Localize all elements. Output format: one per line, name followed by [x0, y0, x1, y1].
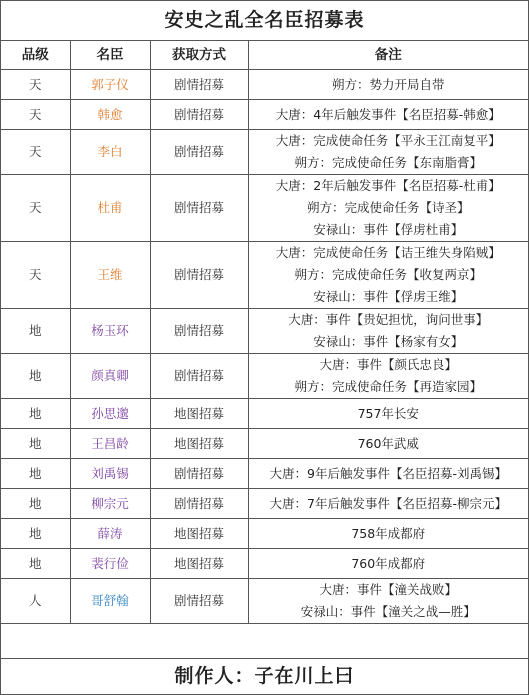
page-title: 安史之乱全名臣招募表: [1, 1, 528, 41]
note-cell: [248, 399, 528, 429]
method-cell: 地图招募: [150, 399, 248, 429]
method-cell: 剧情招募: [150, 354, 248, 399]
grade-cell: 地: [1, 399, 70, 429]
note-line: 大唐：事件【贵妃担忧，询问世事】: [288, 312, 489, 327]
minister-name-cell: 薛涛: [70, 519, 150, 549]
method-cell: 剧情招募: [150, 175, 248, 242]
header-method: 获取方式: [150, 41, 248, 70]
note-line: 大唐：4年后触发事件【名臣招募-韩愈】: [275, 106, 501, 122]
note-line: 朔方：势力开局自带: [331, 76, 445, 92]
table-row: [1, 70, 528, 100]
table-header-row: [1, 41, 528, 70]
note-line: 758年成都府: [351, 525, 426, 541]
grade-cell: 天: [1, 130, 70, 175]
grade-cell: 地: [1, 459, 70, 489]
note-cell: [248, 459, 528, 489]
table-body: [1, 70, 528, 624]
table-row: [1, 130, 528, 175]
note-line: 朔方：完成使命任务【收复两京】: [294, 267, 482, 282]
table-row: [1, 399, 528, 429]
minister-name-cell: 王维: [70, 242, 150, 309]
note-cell: [248, 100, 528, 130]
table-row: [1, 242, 528, 309]
note-line: 朔方：完成使命任务【东南脂膏】: [294, 155, 482, 170]
minister-name-cell: 哥舒翰: [70, 579, 150, 624]
table-row: [1, 354, 528, 399]
grade-cell: 人: [1, 579, 70, 624]
note-line: 大唐：事件【颜氏忠良】: [319, 357, 457, 372]
method-cell: 地图招募: [150, 549, 248, 579]
minister-name-cell: 颜真卿: [70, 354, 150, 399]
note-cell: [248, 242, 528, 309]
minister-name-cell: 裴行俭: [70, 549, 150, 579]
grade-cell: 天: [1, 242, 70, 309]
table-row: [1, 429, 528, 459]
minister-name-cell: 杨玉环: [70, 309, 150, 354]
table-row: [1, 459, 528, 489]
note-cell: [248, 429, 528, 459]
minister-name-cell: 孙思邈: [70, 399, 150, 429]
minister-name-cell: 韩愈: [70, 100, 150, 130]
method-cell: 剧情招募: [150, 100, 248, 130]
note-cell: [248, 175, 528, 242]
note-cell: [248, 70, 528, 100]
note-cell: [248, 309, 528, 354]
author-footer: 制作人：子在川上曰: [1, 658, 528, 694]
note-cell: [248, 579, 528, 624]
method-cell: 剧情招募: [150, 242, 248, 309]
note-line: 大唐：事件【潼关战败】: [319, 582, 457, 597]
grade-cell: 天: [1, 175, 70, 242]
minister-name-cell: 郭子仪: [70, 70, 150, 100]
method-cell: 剧情招募: [150, 489, 248, 519]
method-cell: 剧情招募: [150, 459, 248, 489]
note-line: 大唐：2年后触发事件【名臣招募-杜甫】: [275, 178, 501, 193]
minister-name-cell: 刘禹锡: [70, 459, 150, 489]
note-line: 朔方：完成使命任务【再造家园】: [294, 379, 482, 394]
grade-cell: 地: [1, 354, 70, 399]
table-row: [1, 489, 528, 519]
table-row: [1, 175, 528, 242]
minister-name-cell: 柳宗元: [70, 489, 150, 519]
header-note: 备注: [248, 41, 528, 70]
note-cell: [248, 354, 528, 399]
table-row: [1, 579, 528, 624]
header-name: 名臣: [70, 41, 150, 70]
minister-name-cell: 王昌龄: [70, 429, 150, 459]
grade-cell: 地: [1, 519, 70, 549]
recruit-table: [1, 41, 528, 624]
table-row: [1, 549, 528, 579]
grade-cell: 地: [1, 429, 70, 459]
note-line: 安禄山：事件【俘虏杜甫】: [313, 222, 464, 237]
note-line: 757年长安: [357, 405, 419, 421]
table-row: [1, 309, 528, 354]
note-line: 大唐：7年后触发事件【名臣招募-柳宗元】: [269, 495, 507, 511]
table-row: [1, 100, 528, 130]
method-cell: 剧情招募: [150, 130, 248, 175]
note-line: 760年武威: [357, 435, 419, 451]
method-cell: 剧情招募: [150, 579, 248, 624]
method-cell: 剧情招募: [150, 309, 248, 354]
note-line: 安禄山：事件【杨家有女】: [313, 334, 464, 349]
grade-cell: 天: [1, 100, 70, 130]
method-cell: 剧情招募: [150, 70, 248, 100]
header-grade: 品级: [1, 41, 70, 70]
grade-cell: 地: [1, 549, 70, 579]
method-cell: 地图招募: [150, 519, 248, 549]
note-line: 安禄山：事件【潼关之战—胜】: [300, 604, 476, 619]
note-line: 760年成都府: [351, 555, 426, 571]
grade-cell: 地: [1, 489, 70, 519]
note-line: 朔方：完成使命任务【诗圣】: [306, 200, 470, 215]
note-line: 大唐：完成使命任务【诘王维失身陷贼】: [275, 245, 501, 260]
note-cell: [248, 549, 528, 579]
note-cell: [248, 489, 528, 519]
minister-name-cell: 杜甫: [70, 175, 150, 242]
note-line: 大唐：9年后触发事件【名臣招募-刘禹锡】: [269, 465, 507, 481]
minister-name-cell: 李白: [70, 130, 150, 175]
note-line: 大唐：完成使命任务【平永王江南复平】: [275, 133, 501, 148]
method-cell: 地图招募: [150, 429, 248, 459]
grade-cell: 地: [1, 309, 70, 354]
note-cell: [248, 130, 528, 175]
note-cell: [248, 519, 528, 549]
grade-cell: 天: [1, 70, 70, 100]
note-line: 安禄山：事件【俘虏王维】: [313, 289, 464, 304]
table-row: [1, 519, 528, 549]
